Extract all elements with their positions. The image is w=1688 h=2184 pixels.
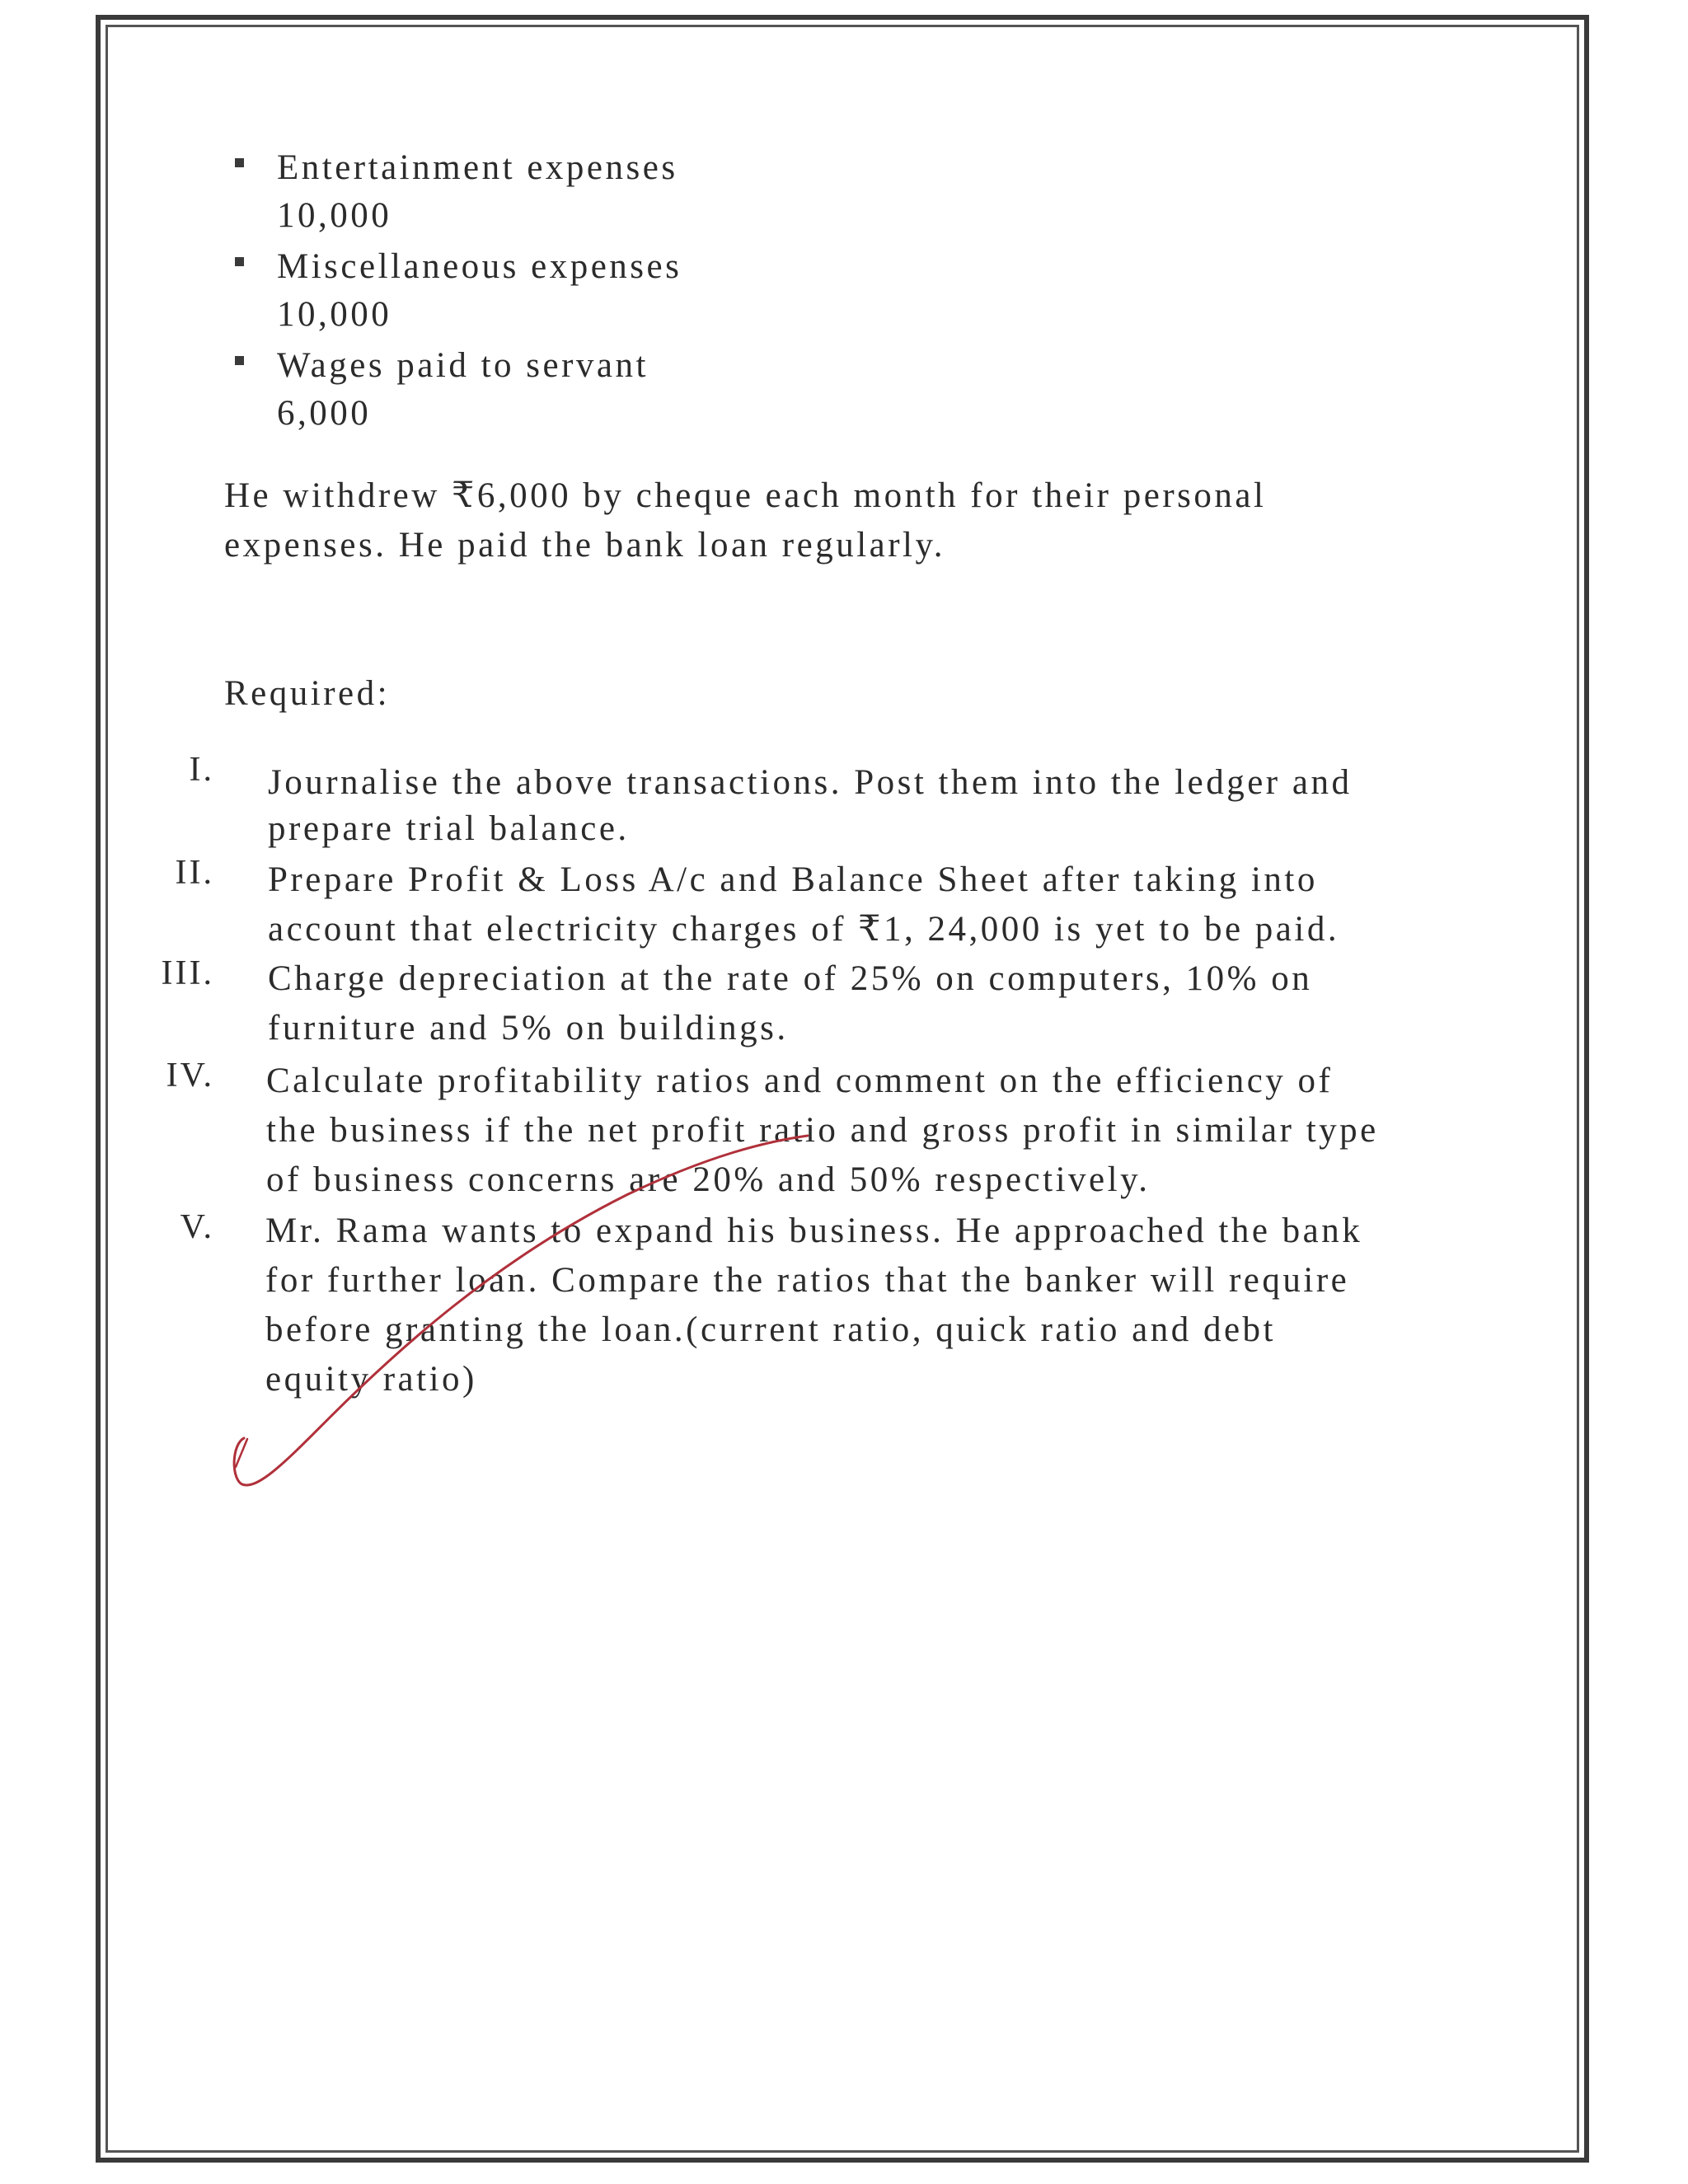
question-line: prepare trial balance.: [268, 809, 630, 848]
expense-amount: 10,000: [277, 196, 392, 235]
expense-label: Entertainment expenses: [277, 148, 678, 187]
required-heading: Required:: [224, 674, 391, 713]
paragraph-line: He withdrew ₹6,000 by cheque each month for their personal: [224, 476, 1267, 515]
question-line: account that electricity charges of ₹1, 24,000 is yet to be paid.: [268, 910, 1340, 949]
question-numeral: V.: [180, 1208, 214, 1246]
question-line: of business concerns are 20% and 50% respectively.: [266, 1160, 1151, 1199]
question-numeral: IV.: [166, 1057, 214, 1094]
question-numeral: III.: [161, 954, 214, 992]
question-line: before granting the loan.(current ratio, quick ratio and debt: [265, 1310, 1276, 1349]
question-line: furniture and 5% on buildings.: [268, 1009, 789, 1047]
question-line: Journalise the above transactions. Post them into the ledger and: [268, 763, 1353, 802]
expense-label: Wages paid to servant: [277, 346, 649, 385]
question-line: Mr. Rama wants to expand his business. He approached the bank: [265, 1212, 1363, 1250]
question-line: Prepare Profit & Loss A/c and Balance Sheet after taking into: [268, 860, 1318, 899]
question-line: Calculate profitability ratios and comment on the efficiency of: [266, 1062, 1334, 1100]
question-line: the business if the net profit ratio and gross profit in similar type: [266, 1111, 1379, 1150]
question-line: equity ratio): [265, 1360, 477, 1399]
expense-amount: 10,000: [277, 295, 392, 334]
paragraph-line: expenses. He paid the bank loan regularly.: [224, 526, 945, 565]
question-numeral: I.: [189, 751, 214, 789]
expense-label: Miscellaneous expenses: [277, 247, 682, 286]
expense-amount: 6,000: [277, 394, 372, 433]
question-line: Charge depreciation at the rate of 25% on computers, 10% on: [268, 959, 1313, 998]
question-line: for further loan. Compare the ratios that the banker will require: [265, 1261, 1350, 1300]
question-numeral: II.: [175, 854, 214, 892]
